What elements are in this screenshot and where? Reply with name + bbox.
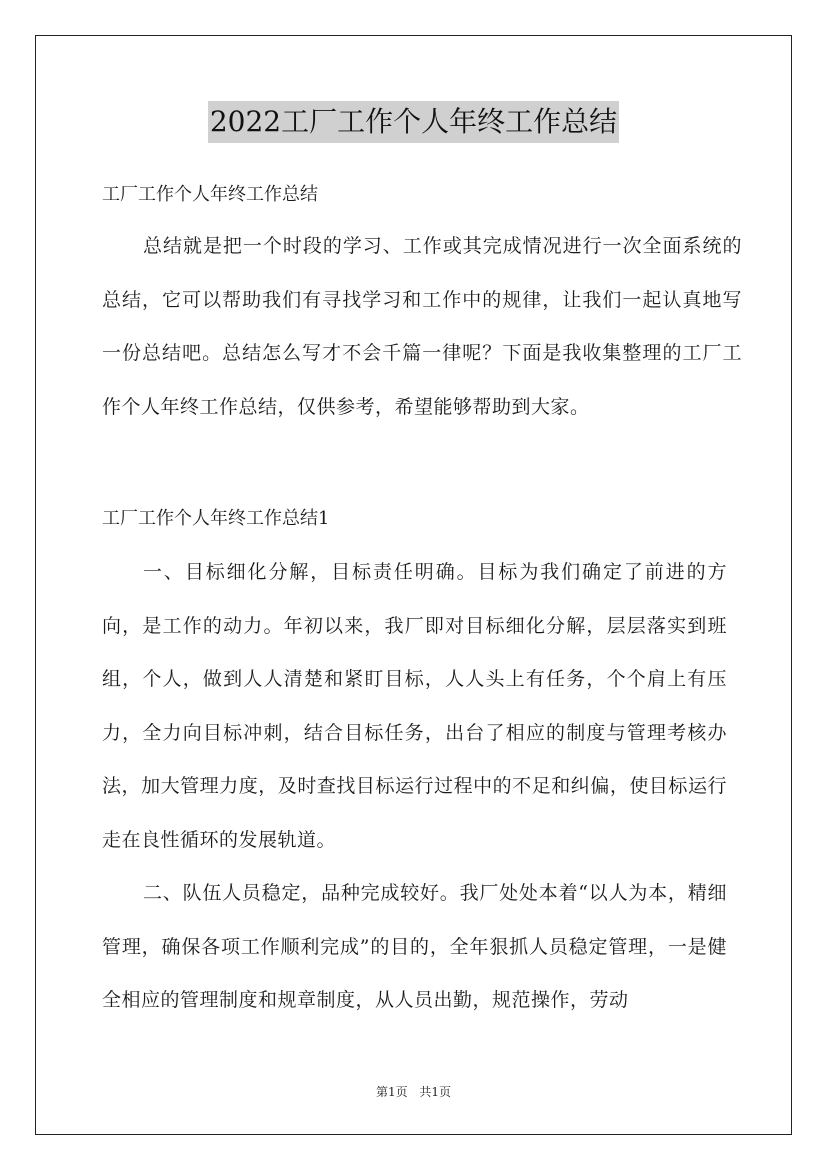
section-heading: 工厂工作个人年终工作总结 <box>102 184 318 205</box>
page-total: 共1页 <box>419 1085 452 1099</box>
paragraph: 总结就是把一个时段的学习、工作或其完成情况进行一次全面系统的总结，它可以帮助我们有寻找学习和工作中的规律，让我们一起认真地写一份总结吧。总结怎么写才不会千篇一律呢？下面是我收集整理的工厂工作个人年终工作总结，仅供参考，希望能够帮助到大家。 <box>102 235 742 418</box>
paragraph: 一、目标细化分解，目标责任明确。目标为我们确定了前进的方向，是工作的动力。年初以来，我厂即对目标细化分解，层层落实到班组，个人，做到人人清楚和紧盯目标，人人头上有任务，个个肩上有压力，全力向目标冲刺，结合目标任务，出台了相应的制度与管理考核办法，加大管理力度，及时查找目标运行过程中的不足和纠偏，使目标运行走在良性循环的发展轨道。 <box>102 561 727 851</box>
page-number: 第1页 <box>375 1085 408 1099</box>
section-heading: 工厂工作个人年终工作总结1 <box>102 508 330 529</box>
title-container <box>0 101 827 143</box>
document-title: 2022工厂工作个人年终工作总结 <box>208 101 619 143</box>
paragraph: 二、队伍人员稳定，品种完成较好。我厂处处本着“以人为本，精细管理，确保各项工作顺利完成”的目的，全年狠抓人员稳定管理，一是健全相应的管理制度和规章制度，从人员出勤，规范操作，劳动 <box>102 882 727 1011</box>
page-footer <box>0 1084 827 1100</box>
